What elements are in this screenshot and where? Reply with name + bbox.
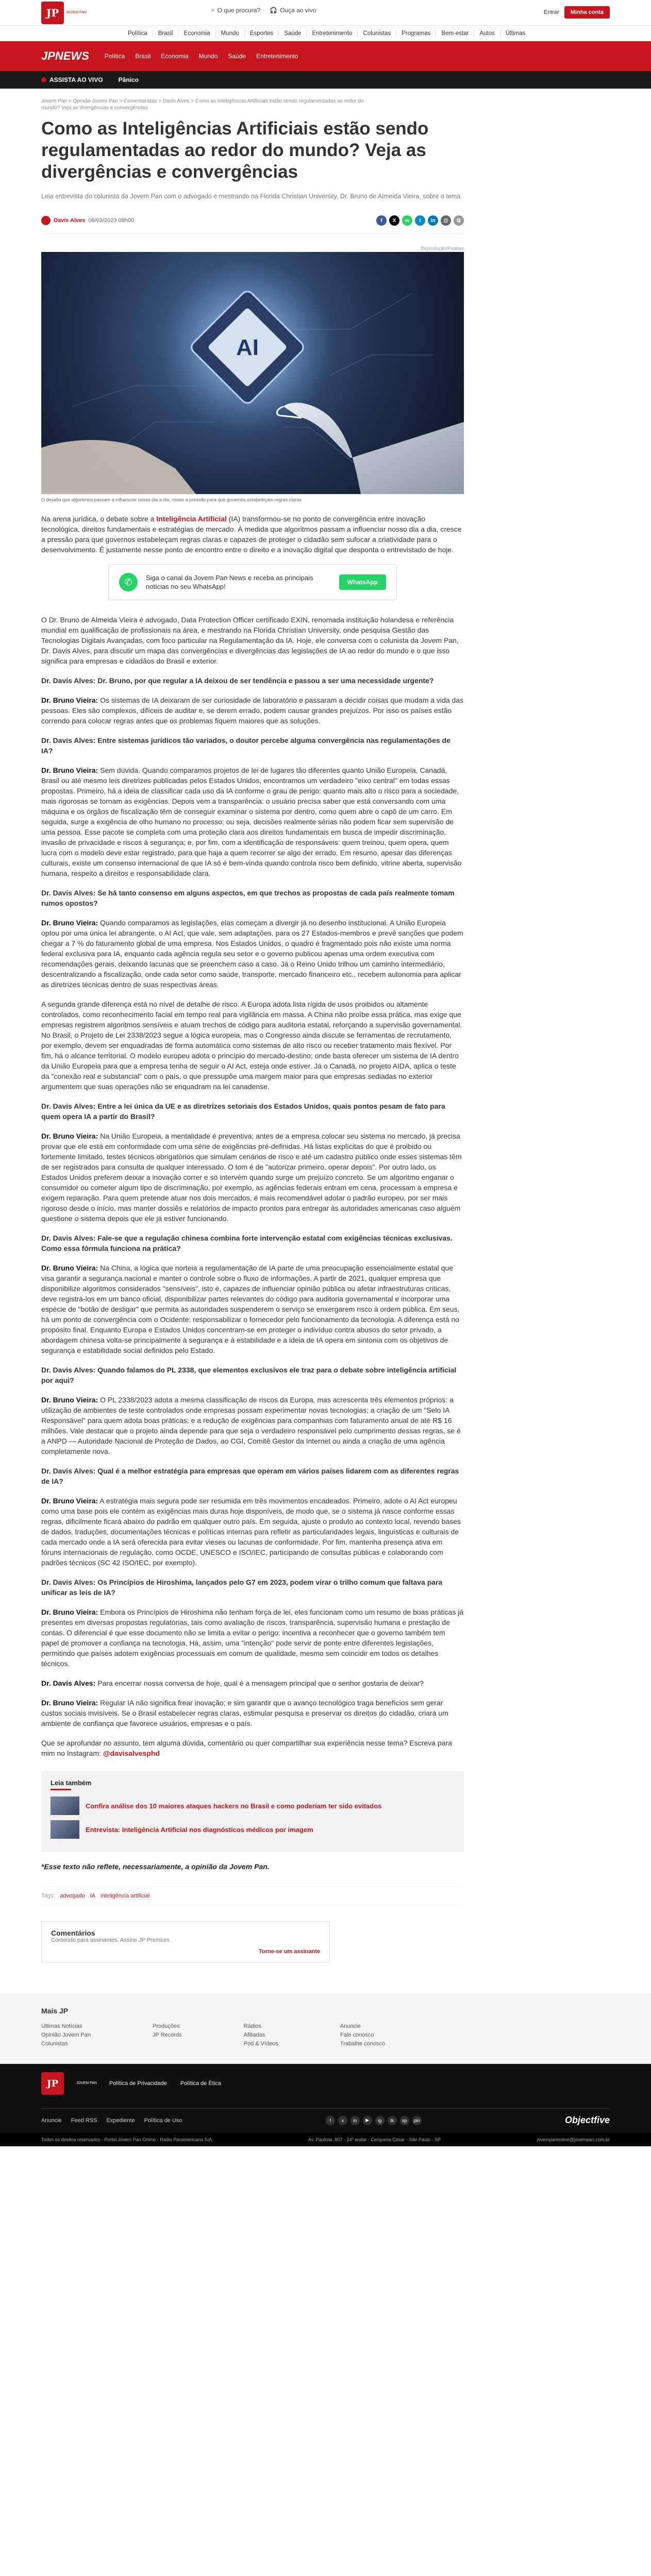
listen-live-label: Ouça ao vivo bbox=[280, 6, 316, 14]
interview-question bbox=[41, 1101, 464, 1122]
footer-logo[interactable]: JP bbox=[41, 2072, 64, 2095]
answer-text: Na União Europeia, a mentalidade é preventiva; antes de a empresa colocar seu sistema no mercado, já precisa provar que ele está em conformidade com uma série de exigências pré-definidas. Há listas explícitas do que é proibido ou fortemente limitado, testes técnicos obrigatórios que simulam cenários de risco e até um cadastro público onde esses sistemas têm de ser registrados para consulta de qualquer interessado. O tom é de "autorizar primeiro, operar depois". Por outro lado, os Estados Unidos preferem deixar a inovação correr e só intervém quando surge um prejuízo concreto. Se um algoritmo enganar o consumidor ou cometer algum tipo de discriminação, por exemplo, as agências federais entram em cena, processam a empresa e exigem reparação. Para quem pretende atuar nos dois mercados, é mais recomendável adotar o padrão europeu, por ser mais rigoroso desde o início, mas manter dossiês e relatórios de impacto prontos para entregar às autoridades americanas caso alguém questione o sistema depois que ele já estiver funcionando. bbox=[41, 1132, 462, 1223]
social-icon[interactable]: pin bbox=[412, 2116, 422, 2125]
speaker-label: Dr. Bruno Vieira: bbox=[41, 1132, 98, 1140]
question-text: Dr. Davis Alves: Qual é a melhor estratégia para empresas que operam em vários países lidarem com as diferentes regras de IA? bbox=[41, 1467, 459, 1485]
interview-question bbox=[41, 735, 464, 756]
author-avatar bbox=[41, 216, 51, 225]
interview-question bbox=[41, 1233, 464, 1253]
comments-title: Comentários bbox=[51, 1929, 95, 1937]
speaker-label: Dr. Bruno Vieira: bbox=[41, 1396, 98, 1404]
contact-email[interactable]: jovempanonline@jovempan.com.br bbox=[537, 2137, 610, 2142]
more-jp-section bbox=[0, 1993, 651, 2064]
nav-item[interactable]: Programas bbox=[396, 30, 436, 37]
logo-subtitle: JOVEM PAN bbox=[66, 10, 87, 14]
answer-text: A estratégia mais segura pode ser resumida em três movimentos encadeados. Primeiro, adote o AI Act europeu como uma base pois ele contém as exigências mais duras hoje disponíveis, de modo que, se o sistema já nasce conforme essas regras, dificilmente ficará abaixo do padrão em qualquer outro país. Em seguida, ajuste o produto ao contexto local, revendo bases de dados, traduções, documentações técnicas e políticas internas para refletir as particularidades legais, linguísticas e culturais de cada mercado onde a IA será oferecida para evitar vieses ou lacunas de conformidade. Por fim, mantenha presença ativa em fóruns internacionais de regulação, como OCDE, UNESCO e ISO/IEC, participando de consultas públicas e colaborando com padrões técnicos (SC 42 ISO/IEC, por exemplo). bbox=[41, 1497, 461, 1567]
nav-item[interactable]: Bem-estar bbox=[436, 30, 474, 37]
interview-answer bbox=[41, 999, 464, 1092]
article-container bbox=[41, 89, 464, 1962]
more-jp-column bbox=[41, 2022, 91, 2048]
header-tools bbox=[211, 6, 316, 14]
article-lead: Leia entrevista do colunista da Jovem Pan com o advogado e mestrando na Florida Christian University, Dr. Bruno de Almeida Vieira, sobre o tema bbox=[41, 193, 461, 200]
answer-text: Regular IA não significa frear inovação; e sim garantir que o avanço tecnológico traga benefícios sem gerar custos sociais invisíveis. Se o Brasil estabelecer regras claras, estimular pesquisa e preservar os direitos do cidadão, criará um ambiente de confiança que favorece usuários, empresas e o país. bbox=[41, 1699, 448, 1727]
answer-text: Para encerrar nossa conversa de hoje, qual é a mensagem principal que o senhor gostaria de deixar? bbox=[97, 1679, 424, 1687]
image-credit: Reprodução/Pixabay bbox=[421, 246, 464, 251]
question-text: Dr. Davis Alves: Entre sistemas jurídicos tão variados, o doutor percebe alguma convergência nas regulamentações de IA? bbox=[41, 736, 450, 755]
speaker-label: Dr. Bruno Vieira: bbox=[41, 1497, 98, 1505]
jpnews-bar bbox=[0, 41, 651, 71]
account-area bbox=[544, 6, 610, 19]
social-icon[interactable]: f bbox=[326, 2116, 335, 2125]
more-jp-link[interactable]: Pod & Vídeos bbox=[243, 2041, 278, 2047]
footer-logo-subtitle: JOVEM PAN bbox=[76, 2081, 97, 2086]
whatsapp-icon: ✆ bbox=[119, 573, 138, 591]
question-text: Dr. Davis Alves: Fale-se que a regulação chinesa combina forte intervenção estatal com exigências técnicas exclusivas. Como essa fórmula funciona na prática? bbox=[41, 1234, 453, 1252]
ai-chip-illustration bbox=[41, 252, 464, 494]
nav-item[interactable]: Entretenimento bbox=[307, 30, 358, 37]
more-jp-columns bbox=[41, 2022, 610, 2048]
more-jp-link[interactable]: Produções bbox=[153, 2023, 180, 2029]
whatsapp-promo-text: Siga o canal da Jovem Pan News e receba as principais notícias no seu WhatsApp! bbox=[146, 574, 313, 590]
tag-link[interactable]: inteligência artificial bbox=[101, 1893, 150, 1899]
interview-answer bbox=[41, 1263, 464, 1355]
more-jp-link[interactable]: Fale conosco bbox=[340, 2032, 374, 2038]
hero-image bbox=[41, 252, 464, 494]
watch-live-button[interactable] bbox=[41, 76, 103, 83]
disclaimer: *Esse texto não reflete, necessariamente, a opinião da Jovem Pan. bbox=[41, 1862, 270, 1871]
social-icon[interactable]: ▶ bbox=[363, 2116, 372, 2125]
paragraph-intro bbox=[41, 514, 464, 555]
interview-answer bbox=[41, 765, 464, 878]
question-text: Dr. Davis Alves: Quando falamos do PL 2338, que elementos exclusivos ele traz para o debate sobre inteligência artificial por aqui? bbox=[41, 1366, 457, 1384]
social-icon[interactable]: tk bbox=[388, 2116, 397, 2125]
answer-text: A segunda grande diferença está no nível de detalhe de risco. A Europa adota lista rígida de usos proibidos ou altamente controlados, como reconhecimento facial em tempo real para vigilância em massa. A China não proíbe essa prática, mas exige que empresas registrem algoritmos sensíveis e atuam trechos de código para auditoria estatal, reforçando a supervisão governamental. No Brasil, o Projeto de Lei 2338/2023 segue a lógica europeia, mas o Congresso ainda discute se ferramentas de recrutamento, por exemplo, devem ser enquadradas de forma automática como sistemas de alto risco ou receber tratamento mais flexível. Por fim, há o alcance territorial. O modelo europeu adota o princípio do mercado-destino; onde basta oferecer um sistema de IA dentro da União Europeia para que a empresa tenha de seguir o AI Act, esteja onde estiver. Já o Canadá, no projeto AIDA, aplica o teste da "conexão real e substancial" com o país, o que pressupõe uma margem maior para que empresas sediadas no exterior argumentem que suas operações não se enquadram na lei canadense. bbox=[41, 1000, 462, 1091]
instagram-link[interactable]: @davisalvesphd bbox=[103, 1749, 160, 1757]
nav-item[interactable]: Política bbox=[123, 30, 153, 37]
whatsapp-share-icon[interactable]: w bbox=[402, 215, 412, 226]
more-jp-link[interactable]: Rádios bbox=[243, 2023, 261, 2029]
copy-link-icon[interactable]: ⧉ bbox=[454, 215, 464, 226]
more-jp-column bbox=[340, 2022, 385, 2048]
interview-answer bbox=[41, 1395, 464, 1456]
interview-question bbox=[41, 1577, 464, 1598]
intro-text-pre: Na arena jurídica, o debate sobre a bbox=[41, 515, 157, 523]
svg-text:AI: AI bbox=[236, 335, 259, 360]
site-footer bbox=[0, 2064, 651, 2133]
headphone-icon: 🎧 bbox=[270, 6, 278, 14]
speaker-label: Dr. Bruno Vieira: bbox=[41, 1264, 98, 1272]
question-text: Dr. Davis Alves: Os Princípios de Hiroshima, lançados pelo G7 em 2023, podem virar o trilho comum que faltava para unificar as leis de IA? bbox=[41, 1578, 443, 1597]
answer-text: Na China, a lógica que norteia a regulamentação de IA parte de uma preocupação essencialmente estatal que visa garantir a segurança nacional e manter o controle sobre o fluxo de informações. A partir de 2021, qualquer empresa que disponibilize algoritmos considerados "sensíveis", isto é, capazes de influenciar opinião pública ou afetar infraestruturas críticas, deve registrá-los em um banco oficial, disponibilizar partes relevantes do código para auditoria governamental e incorporar uma espécie de "botão de desligar" que permita às autoridades suspenderem o serviço se enxergarem risco à ordem pública. Em seus, há um ponto de convergência com o Ocidente: responsabilizar o fornecedor pelo funcionamento da tecnologia. A diferença está no propósito final. Enquanto Europa e Estados Unidos concentram-se em proteger o indivíduo contra abusos do setor privado, a abordagem chinesa volta-se principalmente à segurança e à estabilidade e a ideia de IA opera em sintonia com os objetivos de segurança e estabilidade social definidos pelo Estado. bbox=[41, 1264, 460, 1354]
main-nav bbox=[0, 26, 651, 41]
read-also-box bbox=[41, 1771, 464, 1852]
search-button[interactable] bbox=[211, 6, 260, 14]
answer-text: Os sistemas de IA deixaram de ser curiosidade de laboratório e passaram a decidir coisas que mudam a vida das pessoas. Eles são complexos, difíceis de auditar e, se derem errado, podem causar grandes prejuízos. Por isso os países estão correndo para colocar regras antes que os problemas fiquem maiores que as soluções. bbox=[41, 696, 464, 725]
jpnews-menu-item[interactable]: Saúde bbox=[228, 53, 246, 60]
jpnews-menu-item[interactable]: Brasil bbox=[135, 53, 151, 60]
nav-item[interactable]: Esportes bbox=[245, 30, 279, 37]
speaker-label: Dr. Bruno Vieira: bbox=[41, 919, 98, 927]
read-also-title: Leia também bbox=[51, 1779, 92, 1787]
footer-link[interactable]: Feed RSS bbox=[71, 2117, 97, 2124]
whatsapp-follow-button[interactable]: WhatsApp bbox=[339, 574, 386, 590]
speaker-label: Dr. Bruno Vieira: bbox=[41, 1699, 98, 1707]
interview-answer bbox=[41, 695, 464, 726]
privacy-policy-link[interactable]: Política de Privacidade bbox=[109, 2080, 167, 2087]
more-jp-title: Mais JP bbox=[41, 2007, 69, 2015]
social-icon[interactable]: in bbox=[350, 2116, 360, 2125]
read-also-link[interactable]: Confira análise dos 10 maiores ataques hackers no Brasil e como poderiam ter sido evitados bbox=[86, 1802, 382, 1810]
article-meta bbox=[41, 215, 464, 233]
interview-qa bbox=[41, 675, 464, 1728]
interview-answer bbox=[41, 1698, 464, 1728]
answer-text: Sem dúvida. Quando comparamos projetos de lei de lugares tão diferentes quanto União Europeia, Canadá, Brasil ou até mesmo leis diretrizes publicadas pelos Estados Unidos, encontramos um verdadeiro "eixo central" em todas essas propostas. Primeiro, há a ideia de classificar cada uso da IA conforme o grau de perigo: quanto mais alto o risco para a sociedade, mais rigorosas se tornam as exigências. Depois vem a transparência: o usuário precisa saber que está conversando com uma máquina e os órgãos de fiscalização têm de conseguir examinar o sistema por dentro, como quem abre o capô de um carro. Em seguida, surge a exigência de olho humano no processo; ou seja, decisões realmente sérias não podem ficar sem supervisão de uma pessoa. Esse pacote se completa com uma proteção clara aos direitos fundamentais em busca de impedir discriminação, invasão de privacidade e riscos à segurança; e, por fim, com a identificação de responsáveis: quem treinou, quem opera, quem lucra com o modelo deve estar registrado, para que haja a quem recorrer se algo der errado. Em resumo, apesar das diferenças culturais, existe um consenso internacional de que IA só é bem-vinda quando controla risco bem definido, vitrine aberta, supervisão humana, respeito a direitos e responsabilidade clara. bbox=[41, 766, 462, 877]
search-icon: ⌕ bbox=[211, 6, 215, 13]
nav-item[interactable]: Autos bbox=[474, 30, 500, 37]
page-title: Como as Inteligências Artificiais estão sendo regulamentadas ao redor do mundo? Veja as divergências e convergências bbox=[41, 118, 429, 182]
answer-text: O PL 2338/2023 adota a mesma classificação de riscos da Europa, mas acrescenta três elementos próprios: a utilização de ambientes de teste controlados onde empresas possam experimentar novas tecnologias; a criação de um "Selo IA Responsável" para quem adota boas práticas; e a redução de exigências para companhias com faturamento anual de até R$ 16 milhões. Vale destacar que o projeto ainda depende para que seja o verdadeiro responsável pelo cumprimento dessas regras, se é a ANPD — Autoridade Nacional de Proteção de Dados, ao CGI, Comitê Gestor da Internet ou ainda a criação de uma agência completamente nova. bbox=[41, 1396, 461, 1455]
copyright-text: Todos os direitos reservados - Portal Jovem Pan Online - Rádio Panamericana S/A bbox=[41, 2137, 212, 2142]
read-also-link[interactable]: Entrevista: Inteligência Artificial nos diagnósticos médicos por imagem bbox=[86, 1825, 313, 1834]
tags-row bbox=[41, 1886, 464, 1906]
jpnews-menu bbox=[105, 53, 298, 60]
interview-question bbox=[41, 675, 464, 686]
subscribe-link[interactable]: Torne-se um assinante bbox=[259, 1948, 320, 1955]
social-icon[interactable]: ig bbox=[375, 2116, 385, 2125]
tag-link[interactable]: advogado bbox=[60, 1893, 85, 1899]
x-share-icon[interactable]: X bbox=[389, 215, 399, 226]
tag-link[interactable]: IA bbox=[90, 1893, 96, 1899]
social-icon[interactable]: x bbox=[338, 2116, 347, 2125]
more-jp-link[interactable]: Anuncie bbox=[340, 2023, 361, 2029]
interview-question bbox=[41, 1466, 464, 1486]
interview-question bbox=[41, 888, 464, 908]
answer-text: Quando comparamos as legislações, elas começam a divergir já no desenho institucional. A União Europeia optou por uma única lei abrangente, o AI Act, que vale, sem adaptações, para os 27 Estados-membros e prevê sanções que podem chegar a 7 % do faturamento global de uma empresa. Nos Estados Unidos, o quadro é fragmentado pois não existe uma norma federal exclusiva para IA, enquanto cada agência regula seu setor e o governo publicou apenas uma ordem executiva com recomendações gerais, deixando lacunas que se preenchem caso a caso. Já o Reino Unido trilhou um caminho intermediário, descentralizando a fiscalização, onde cada setor como saúde, transporte, mercado financeiro etc., recebem autonomia para aplicar as diretrizes técnicas dentro de suas respectivas áreas. bbox=[41, 919, 463, 989]
more-jp-column bbox=[153, 2022, 182, 2048]
speaker-label: Dr. Bruno Vieira: bbox=[41, 766, 98, 774]
footer-policy-links bbox=[109, 2080, 221, 2087]
more-jp-link[interactable]: Opinião Jovem Pan bbox=[41, 2032, 91, 2038]
nav-item[interactable]: Saúde bbox=[279, 30, 307, 37]
more-jp-link[interactable]: Afiliadas bbox=[243, 2032, 265, 2038]
linkedin-share-icon[interactable]: in bbox=[428, 215, 438, 226]
interview-answer bbox=[41, 1131, 464, 1224]
social-icon[interactable]: sp bbox=[400, 2116, 409, 2125]
question-text: Dr. Davis Alves: Se há tanto consenso em alguns aspectos, em que trechos as propostas de cada país realmente tomam rumos opostos? bbox=[41, 889, 455, 907]
speaker-label: Dr. Davis Alves: bbox=[41, 1679, 96, 1687]
jpnews-menu-item[interactable]: Economia bbox=[161, 53, 189, 60]
search-label: O que procura? bbox=[217, 6, 261, 14]
footer-link[interactable]: Anuncie bbox=[41, 2117, 62, 2124]
watch-live-label: ASSISTA AO VIVO bbox=[49, 76, 103, 83]
question-text: Dr. Davis Alves: Dr. Bruno, por que regular a IA deixou de ser tendência e passou a ser uma necessidade urgente? bbox=[41, 676, 434, 685]
jpnews-menu-item[interactable]: Mundo bbox=[198, 53, 218, 60]
more-jp-column bbox=[244, 2022, 278, 2048]
jpnews-menu-item[interactable]: Política bbox=[104, 53, 125, 60]
listen-live-button[interactable] bbox=[270, 6, 316, 14]
interview-answer bbox=[41, 1496, 464, 1568]
ethics-policy-link[interactable]: Política de Ética bbox=[180, 2080, 221, 2087]
interview-answer bbox=[41, 1607, 464, 1669]
paragraph-bio: O Dr. Bruno de Almeida Vieira é advogado, Data Protection Officer certificado EXIN, renomada instituição holandesa e referência mundial em qualificação de profissionais na área, e mestrando na Florida Christian University, onde pesquisa Gestão das Tecnologias Digitais Avançadas, com foco particular na Regulamentação da IA. Hoje, ele conversa com o colunista da Jovem Pan, Dr. Davis Alves, para discutir um mapa das convergências e divergências das legislações de IA ao redor do mundo e o que isso significa para empresas e cidadãos do Brasil e exterior. bbox=[41, 616, 459, 665]
interview-answer bbox=[41, 1678, 464, 1688]
breadcrumb[interactable]: Jovem Pan > Opinião Jovem Pan > Comentaristas > Davis Alves > Como as Inteligências Artificiais estão sendo regulamentadas ao redor do bbox=[41, 98, 364, 104]
login-link[interactable]: Entrar bbox=[543, 9, 559, 15]
address-text: Av. Paulista, 807 - 24º andar - Cerqueira César - São Paulo - SP bbox=[308, 2137, 441, 2142]
closing-text: Que se aprofundar no assunto, tem alguma dúvida, comentário ou quer compartilhar sua experiência nesse tema? Escreva para mim no Instagram: bbox=[41, 1739, 452, 1757]
footer-link[interactable]: Expediente bbox=[106, 2117, 135, 2124]
top-header bbox=[0, 0, 651, 26]
article-body bbox=[41, 514, 464, 1758]
breadcrumb-line2: mundo? Veja as divergências e convergências bbox=[41, 105, 148, 111]
more-jp-link[interactable]: Últimas Notícias bbox=[41, 2023, 82, 2029]
question-text: Dr. Davis Alves: Entre a lei única da UE e as diretrizes setoriais dos Estados Unidos, quais pontos pesam de fato para quem opera IA a partir do Brasil? bbox=[41, 1102, 445, 1121]
email-share-icon[interactable]: @ bbox=[441, 215, 451, 226]
site-logo[interactable]: JP bbox=[41, 2, 64, 24]
read-also-item[interactable] bbox=[51, 1820, 455, 1839]
read-also-thumbnail bbox=[51, 1820, 79, 1839]
intro-text-post: (IA) transformou-se no ponto de convergência entre inovação tecnológica, direitos fundamentais e estratégias de mercado. À medida que algoritmos passam a influenciar nosso dia a dia, cresce a pressão para que governos estabeleçam regras claras e capazes de proteger o cidadão sem sufocar a criatividade para o desenvolvimento. É justamente nesse ponto de encontro entre o direito e a inovação digital que desponta o entrevistado de hoje. bbox=[41, 515, 462, 554]
whatsapp-promo bbox=[108, 564, 397, 600]
nav-item[interactable]: Mundo bbox=[216, 30, 245, 37]
interview-question bbox=[41, 1365, 464, 1385]
share-buttons bbox=[376, 215, 464, 226]
account-button[interactable]: Minha conta bbox=[564, 6, 610, 19]
nav-item[interactable]: Últimas bbox=[505, 30, 526, 37]
copyright-bar bbox=[0, 2133, 651, 2146]
image-caption: O desafio que algoritmos passam a influenciar nosso dia a dia, nosso a pressão para que governos estabeleçam regras claras bbox=[41, 497, 302, 502]
facebook-share-icon[interactable]: f bbox=[376, 215, 387, 226]
jpnews-menu-item[interactable]: Entretenimento bbox=[256, 53, 298, 60]
nav-item[interactable]: Colunistas bbox=[358, 30, 396, 37]
tags-label: Tags: bbox=[41, 1893, 55, 1899]
answer-text: Embora os Princípios de Hiroshima não tenham força de lei, eles funcionam como um resumo de boas práticas já presentes em diversas propostas regulatórias, tais como avaliação de riscos, transparência, supervisão humana e prestação de contas. O diferencial é que esse documento não se limita a evitar o perigo: incentiva a reconhecer que o governo também tem papel de promover a confiança na tecnologia. Há, assim, uma "intenção" pode servir de ponte entre diferentes legislações, permitindo que países adotem exigências processuais em comum de qualidade, mesmo sem coincidir em todos os detalhes técnicos. bbox=[41, 1608, 464, 1668]
interview-answer bbox=[41, 918, 464, 990]
author-info bbox=[41, 216, 134, 225]
author-name[interactable]: Davis Alves bbox=[54, 217, 86, 224]
speaker-label: Dr. Bruno Vieira: bbox=[41, 1608, 98, 1616]
more-jp-link[interactable]: JP Records bbox=[153, 2032, 182, 2038]
nav-item[interactable]: Economia bbox=[178, 30, 215, 37]
comments-box bbox=[41, 1921, 330, 1962]
panico-link[interactable]: Pânico bbox=[118, 76, 139, 83]
more-jp-link[interactable]: Trabalhe conosco bbox=[340, 2041, 385, 2047]
footer-link[interactable]: Política de Uso bbox=[144, 2117, 182, 2124]
powered-by-logo: Objectfive bbox=[564, 2115, 610, 2125]
read-also-item[interactable] bbox=[51, 1797, 455, 1815]
more-jp-link[interactable]: Colunistas bbox=[41, 2041, 68, 2047]
footer-bottom bbox=[41, 2108, 610, 2126]
closing-paragraph bbox=[41, 1738, 464, 1758]
social-icons bbox=[326, 2116, 422, 2125]
comments-subtitle: Conteúdo para assinantes. Assine JP Premium. bbox=[51, 1937, 171, 1943]
read-also-thumbnail bbox=[51, 1797, 79, 1815]
read-also-divider bbox=[51, 1789, 71, 1790]
live-dot-icon bbox=[41, 77, 46, 82]
publish-date: 08/03/2023 08h00 bbox=[88, 217, 135, 224]
nav-item[interactable]: Brasil bbox=[153, 30, 179, 37]
jpnews-logo[interactable]: JPNEWS bbox=[41, 49, 89, 62]
ai-topic-link[interactable]: Inteligência Artificial bbox=[156, 515, 227, 523]
footer-top bbox=[41, 2072, 610, 2095]
speaker-label: Dr. Bruno Vieira: bbox=[41, 696, 98, 704]
telegram-share-icon[interactable]: t bbox=[415, 215, 425, 226]
live-bar bbox=[0, 71, 651, 89]
